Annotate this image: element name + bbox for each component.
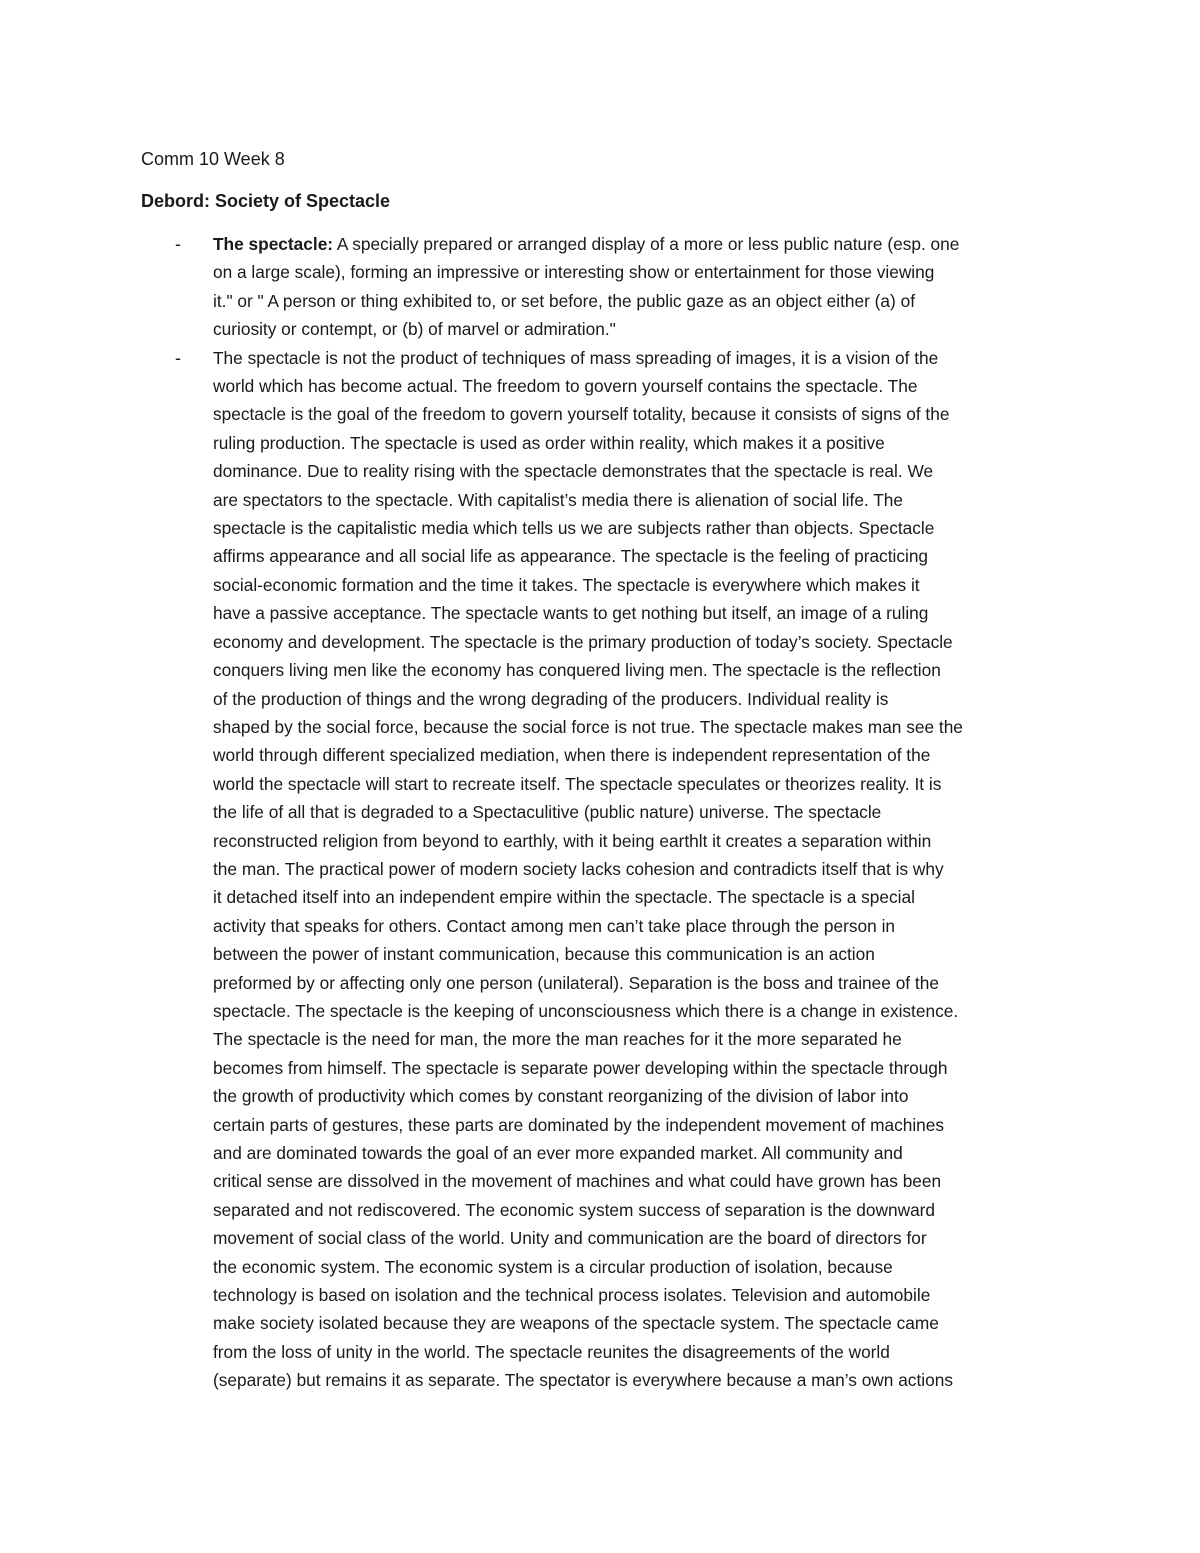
text-line: the man. The practical power of modern society lacks cohesion and contradicts itself that is why	[213, 858, 944, 879]
text-line: dominance. Due to reality rising with the spectacle demonstrates that the spectacle is real. We	[213, 461, 934, 482]
document-title: Comm 10 Week 8	[141, 149, 285, 169]
text-line: shaped by the social force, because the social force is not true. The spectacle makes man see the	[213, 716, 963, 737]
text-line: make society isolated because they are weapons of the spectacle system. The spectacle came	[213, 1313, 939, 1334]
text-line: of the production of things and the wrong degrading of the producers. Individual reality is	[213, 688, 889, 709]
text-line: conquers living men like the economy has conquered living men. The spectacle is the reflection	[213, 660, 941, 681]
text-line: movement of social class of the world. Unity and communication are the board of directors for	[213, 1228, 927, 1249]
text-line: world through different specialized mediation, when there is independent representation of the	[213, 745, 931, 766]
text-line: curiosity or contempt, or (b) of marvel or admiration."	[213, 319, 616, 340]
text-line: affirms appearance and all social life as appearance. The spectacle is the feeling of practicing	[213, 546, 929, 567]
text-line: The spectacle is the need for man, the more the man reaches for it the more separated he	[213, 1029, 902, 1050]
text-line: reconstructed religion from beyond to earthly, with it being earthlt it creates a separation within	[213, 830, 932, 851]
text-line: the economic system. The economic system is a circular production of isolation, because	[213, 1256, 893, 1277]
text-line: the life of all that is degraded to a Spectaculitive (public nature) universe. The spectacle	[213, 802, 882, 823]
text-line	[213, 230, 1061, 258]
text-line: activity that speaks for others. Contact among men can’t take place through the person in	[213, 915, 896, 936]
text-line: spectacle is the goal of the freedom to govern yourself totality, because it consists of signs of the	[213, 404, 950, 425]
text-line: separated and not rediscovered. The economic system success of separation is the downward	[213, 1199, 936, 1220]
definition-text: A specially prepared or arranged display of a more or less public nature (esp. one	[333, 234, 960, 254]
text-line: technology is based on isolation and the technical process isolates. Television and automobile	[213, 1285, 931, 1306]
text-line: on a large scale), forming an impressive or interesting show or entertainment for those viewing	[213, 262, 935, 283]
text-line: (separate) but remains it as separate. The spectator is everywhere because a man’s own actions	[213, 1370, 953, 1391]
text-line: from the loss of unity in the world. The spectacle reunites the disagreements of the world	[213, 1341, 890, 1362]
bullet-item	[141, 230, 1061, 344]
text-line: are spectators to the spectacle. With capitalist’s media there is alienation of social life. The	[213, 489, 904, 510]
text-line: it detached itself into an independent empire within the spectacle. The spectacle is a special	[213, 887, 915, 908]
text-line: it." or " A person or thing exhibited to, or set before, the public gaze as an object either (a) of	[213, 290, 916, 311]
text-line: social-economic formation and the time it takes. The spectacle is everywhere which makes it	[213, 574, 920, 595]
text-line: economy and development. The spectacle is the primary production of today’s society. Spectacle	[213, 631, 953, 652]
text-line: the growth of productivity which comes by constant reorganizing of the division of labor into	[213, 1086, 909, 1107]
text-line: certain parts of gestures, these parts are dominated by the independent movement of machines	[213, 1114, 945, 1135]
bullet-item	[141, 344, 1061, 1395]
text-line: between the power of instant communication, because this communication is an action	[213, 944, 875, 965]
text-line: becomes from himself. The spectacle is separate power developing within the spectacle through	[213, 1057, 948, 1078]
text-line: and are dominated towards the goal of an ever more expanded market. All community and	[213, 1143, 903, 1163]
text-line: preformed by or affecting only one person (unilateral). Separation is the boss and trainee of the	[213, 972, 939, 993]
bullet-marker: -	[175, 347, 181, 368]
bullet-list	[141, 230, 1061, 1395]
text-line: have a passive acceptance. The spectacle wants to get nothing but itself, an image of a ruling	[213, 603, 929, 624]
text-line: world which has become actual. The freedom to govern yourself contains the spectacle. The	[213, 376, 918, 397]
text-line: ruling production. The spectacle is used as order within reality, which makes it a positive	[213, 432, 885, 453]
bullet-marker: -	[175, 234, 181, 254]
text-line: spectacle is the capitalistic media which tells us we are subjects rather than objects. Spectacle	[213, 518, 935, 539]
text-line: spectacle. The spectacle is the keeping of unconsciousness which there is a change in existence.	[213, 1000, 959, 1021]
text-line: critical sense are dissolved in the movement of machines and what could have grown has been	[213, 1171, 942, 1192]
text-line: The spectacle is not the product of techniques of mass spreading of images, it is a vision of the	[213, 347, 939, 368]
text-line: world the spectacle will start to recreate itself. The spectacle speculates or theorizes reality. It is	[213, 773, 942, 794]
section-heading: Debord: Society of Spectacle	[141, 191, 391, 211]
term-label: The spectacle:	[213, 234, 334, 254]
